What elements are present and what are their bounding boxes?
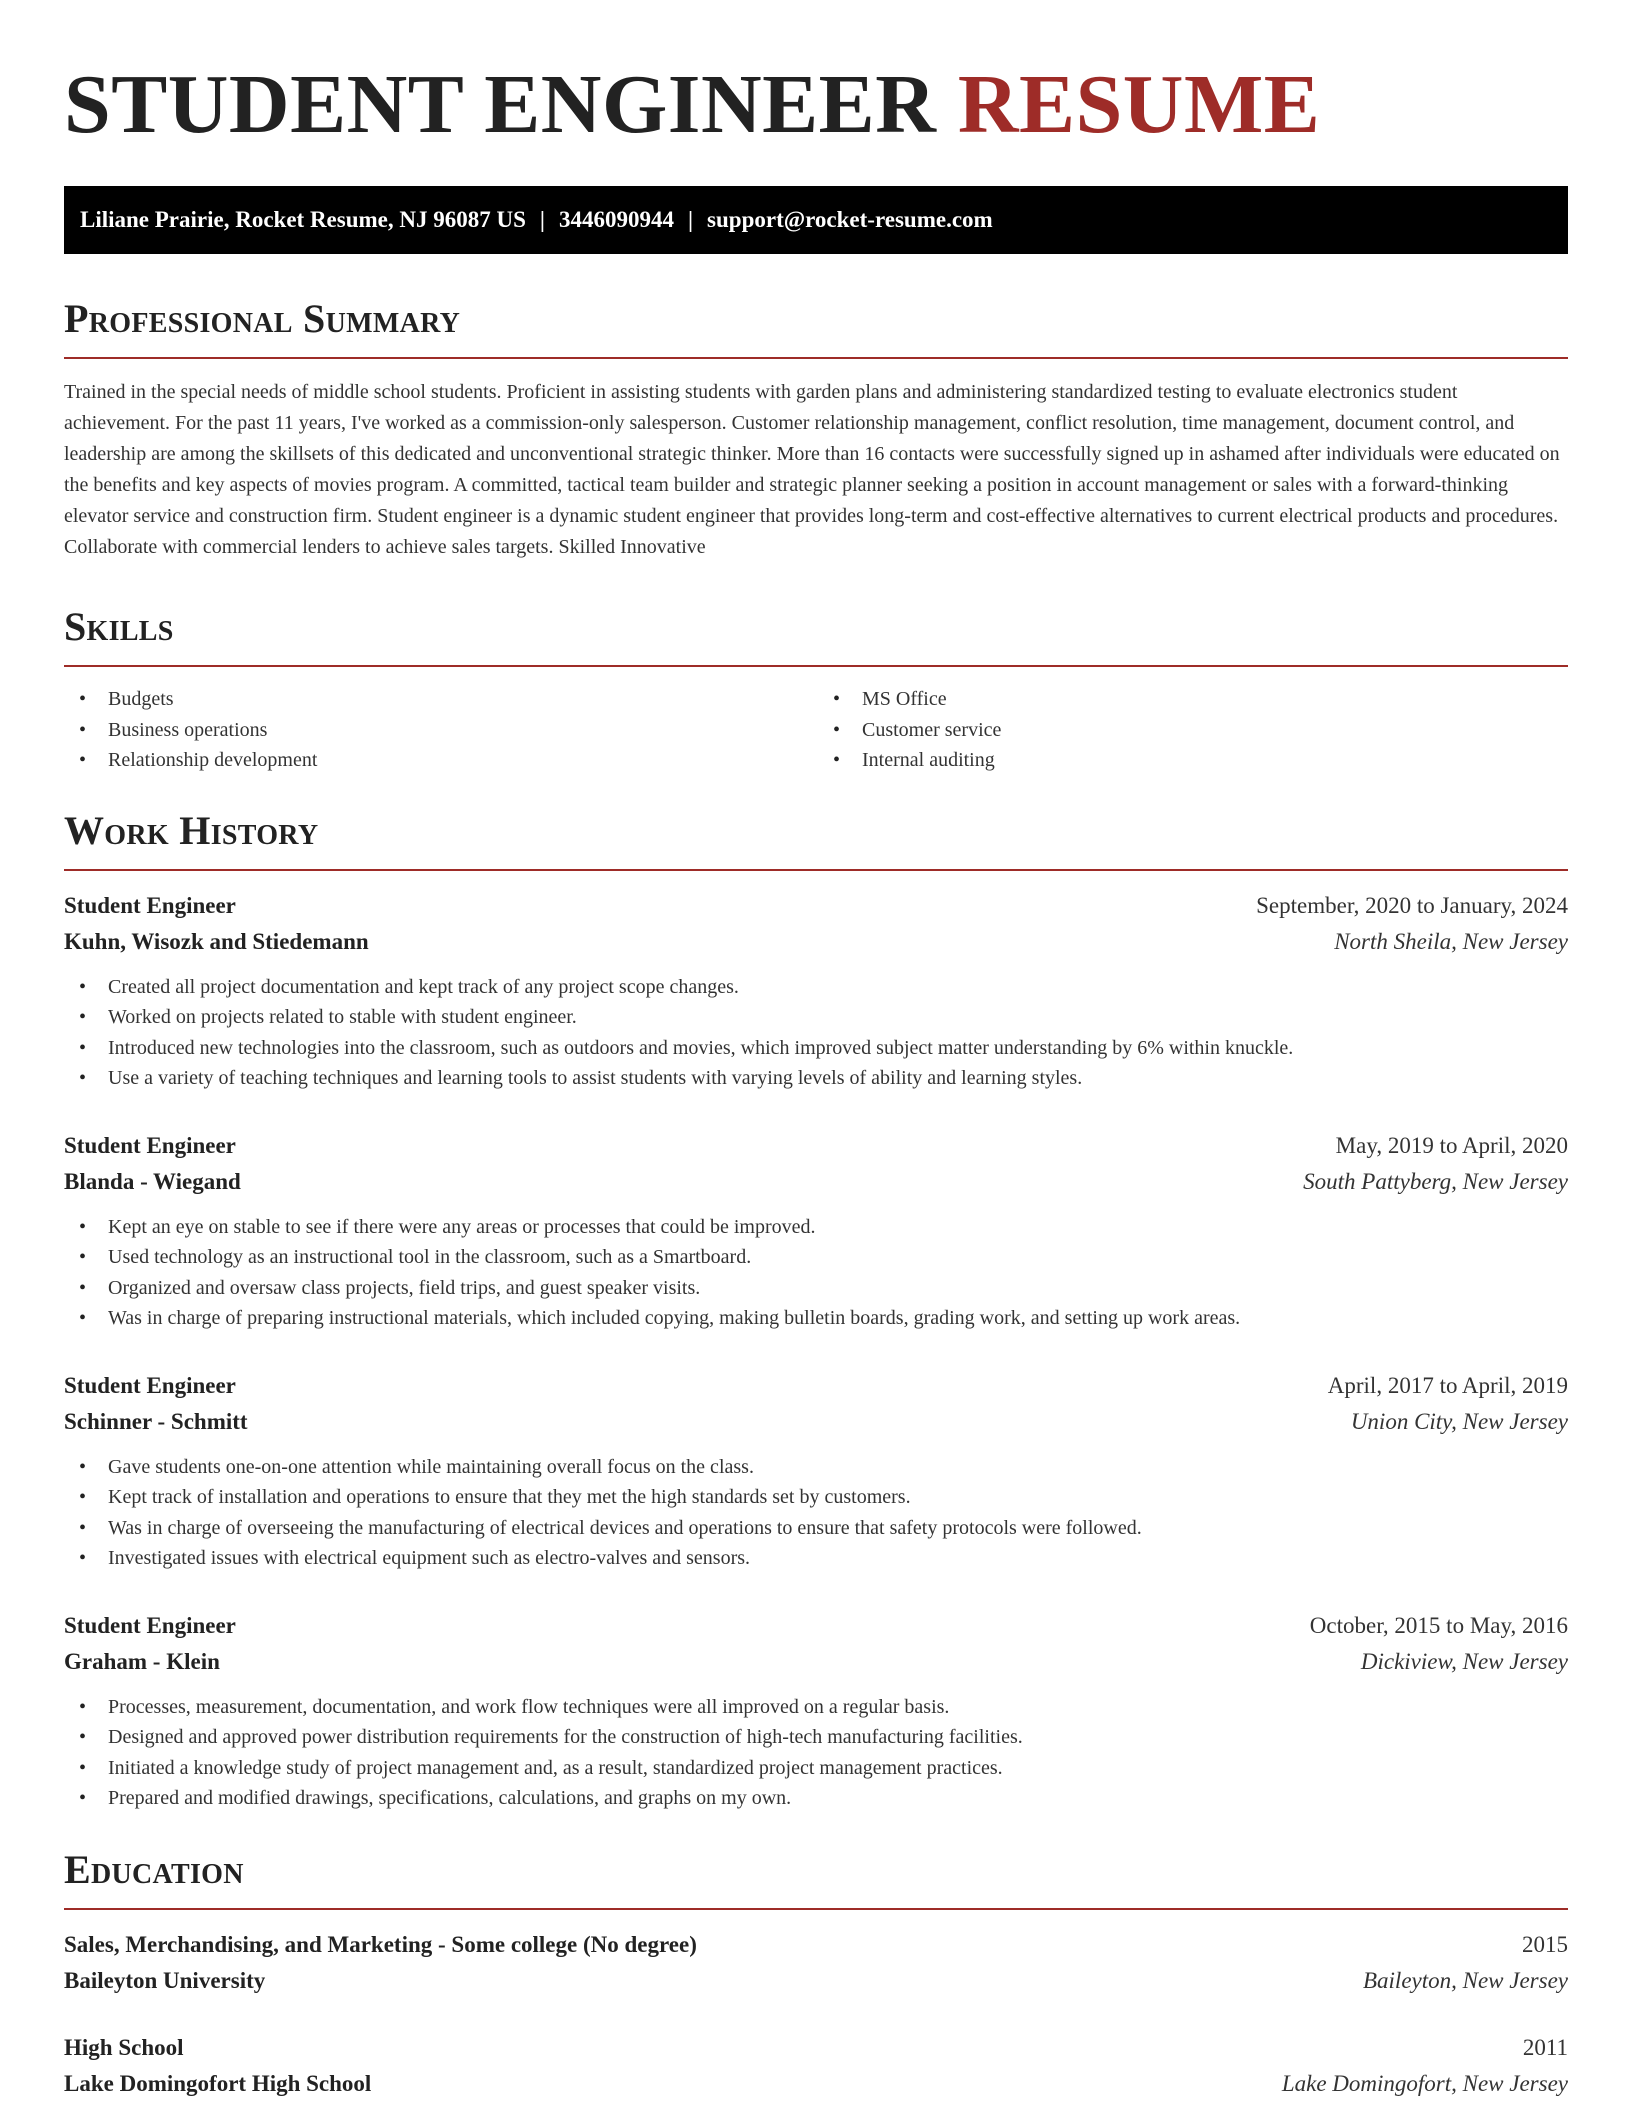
title-main: STUDENT ENGINEER [64,58,937,151]
education-year: 2011 [1522,2034,1568,2060]
job-subheader [64,1164,1568,1200]
job-company: Kuhn, Wisozk and Stiedemann [64,928,369,954]
section-divider [64,869,1568,871]
job-dates: October, 2015 to May, 2016 [1309,1612,1568,1638]
education-location: Baileyton, New Jersey [1362,1967,1568,1993]
job-duties [64,1692,1568,1814]
job-duty: • Processes, measurement, documentation, and work flow techniques were all improved on a regular basis. [64,1692,1568,1723]
skill-item: • Customer service [818,715,1568,746]
job-location: South Pattyberg, New Jersey [1303,1168,1568,1194]
job-duties [64,1452,1568,1574]
job-subheader [64,1404,1568,1440]
education-section [64,1846,1568,2102]
job-title: Student Engineer [64,1612,236,1638]
job-dates: April, 2017 to April, 2019 [1327,1372,1568,1398]
job-duty: • Was in charge of overseeing the manufacturing of electrical devices and operations to ensure that safety protocols were followed. [64,1513,1568,1544]
work-history-heading: Work History [64,807,319,853]
resume-page [64,0,1568,2102]
job-subheader [64,924,1568,960]
education-entry [64,2030,1568,2102]
skills-column-right [814,684,1568,776]
job-location: Dickiview, New Jersey [1360,1648,1568,1674]
job-duty: • Introduced new technologies into the classroom, such as outdoors and movies, which improved subject matter understanding by 6% within knuckle. [64,1033,1568,1064]
skills-heading: Skills [64,604,174,649]
contact-email[interactable]: support@rocket-resume.com [707,207,993,232]
job-duties [64,972,1568,1094]
education-subheader [64,2066,1568,2102]
contact-separator: | [687,207,694,232]
contact-bar [64,186,1568,254]
skill-item: • Business operations [64,715,814,746]
education-subheader [64,1963,1568,1999]
education-location: Lake Domingofort, New Jersey [1281,2070,1568,2096]
resume-title [64,58,1568,152]
job-entry [64,1608,1568,1814]
job-duty: • Designed and approved power distribution requirements for the construction of high-tech manufacturing facilities. [64,1722,1568,1753]
job-subheader [64,1644,1568,1680]
job-dates: May, 2019 to April, 2020 [1335,1132,1568,1158]
title-accent: RESUME [957,58,1321,151]
job-entry [64,888,1568,1094]
job-header [64,1368,1568,1404]
job-entry [64,1368,1568,1574]
summary-heading: Professional Summary [64,296,461,341]
job-duty: • Investigated issues with electrical equipment such as electro-valves and sensors. [64,1543,1568,1574]
contact-separator: | [539,207,545,232]
job-header [64,888,1568,924]
summary-text: Trained in the special needs of middle school students. Proficient in assisting students with garden plans and administering standardized testing to evaluate electronics student achievement. For the past 11 years, I've worked as a commission-only salesperson. Customer relationship management, conflict resolution, time management, document control, and leadership are among the skillsets of this dedicated and unconventional strategic thinker. More than 16 contacts were successfully signed up in ashamed after individuals were educated on the benefits and key aspects of movies program. A committed, tactical team builder and strategic planner seeking a position in account management or sales with a forward-thinking elevator service and construction firm. Student engineer is a dynamic student engineer that provides long-term and cost-effective alternatives to current electrical products and procedures. Collaborate with commercial lenders to achieve sales targets. Skilled Innovative [64,381,1560,558]
job-company: Graham - Klein [64,1648,220,1674]
summary-section [64,295,1568,563]
skills-column-left [64,684,814,776]
skill-item: • Budgets [64,684,814,715]
job-company: Schinner - Schmitt [64,1408,248,1434]
job-title: Student Engineer [64,892,236,918]
skills-list [64,684,1568,776]
education-header [64,2030,1568,2066]
job-duty: • Kept an eye on stable to see if there were any areas or processes that could be improved. [64,1212,1568,1243]
section-divider [64,357,1568,359]
job-duty: • Prepared and modified drawings, specifications, calculations, and graphs on my own. [64,1783,1568,1814]
job-duty: • Used technology as an instructional tool in the classroom, such as a Smartboard. [64,1242,1568,1273]
job-company: Blanda - Wiegand [64,1168,241,1194]
education-school: Lake Domingofort High School [64,2070,372,2096]
job-entry [64,1128,1568,1334]
job-duties [64,1212,1568,1334]
job-duty: • Kept track of installation and operations to ensure that they met the high standards set by customers. [64,1482,1568,1513]
education-school: Baileyton University [64,1967,266,1993]
job-duty: • Initiated a knowledge study of project management and, as a result, standardized project management practices. [64,1753,1568,1784]
skills-section [64,603,1568,776]
job-title: Student Engineer [64,1372,236,1398]
education-header [64,1927,1568,1963]
job-location: Union City, New Jersey [1350,1408,1568,1434]
job-header [64,1608,1568,1644]
education-entry [64,1927,1568,1999]
job-header [64,1128,1568,1164]
job-duty: • Organized and oversaw class projects, field trips, and guest speaker visits. [64,1273,1568,1304]
job-duty: • Use a variety of teaching techniques and learning tools to assist students with varying levels of ability and learning styles. [64,1063,1568,1094]
education-degree: Sales, Merchandising, and Marketing - Some college (No degree) [64,1931,697,1957]
job-title: Student Engineer [64,1132,236,1158]
education-heading: Education [64,1846,244,1892]
job-duty: • Gave students one-on-one attention while maintaining overall focus on the class. [64,1452,1568,1483]
section-divider [64,1908,1568,1910]
job-duty: • Was in charge of preparing instructional materials, which included copying, making bulletin boards, grading work, and setting up work areas. [64,1303,1568,1334]
education-year: 2015 [1522,1931,1568,1957]
skill-item: • MS Office [818,684,1568,715]
job-dates: September, 2020 to January, 2024 [1256,892,1568,918]
skill-item: • Relationship development [64,745,814,776]
skill-item: • Internal auditing [818,745,1568,776]
job-location: North Sheila, New Jersey [1334,928,1568,954]
education-degree: High School [64,2034,184,2060]
contact-address: Liliane Prairie, Rocket Resume, NJ 96087 US [80,207,526,232]
job-duty: • Created all project documentation and kept track of any project scope changes. [64,972,1568,1003]
job-duty: • Worked on projects related to stable with student engineer. [64,1002,1568,1033]
work-history-section [64,807,1568,1814]
section-divider [64,665,1568,667]
contact-phone[interactable]: 3446090944 [558,207,674,232]
